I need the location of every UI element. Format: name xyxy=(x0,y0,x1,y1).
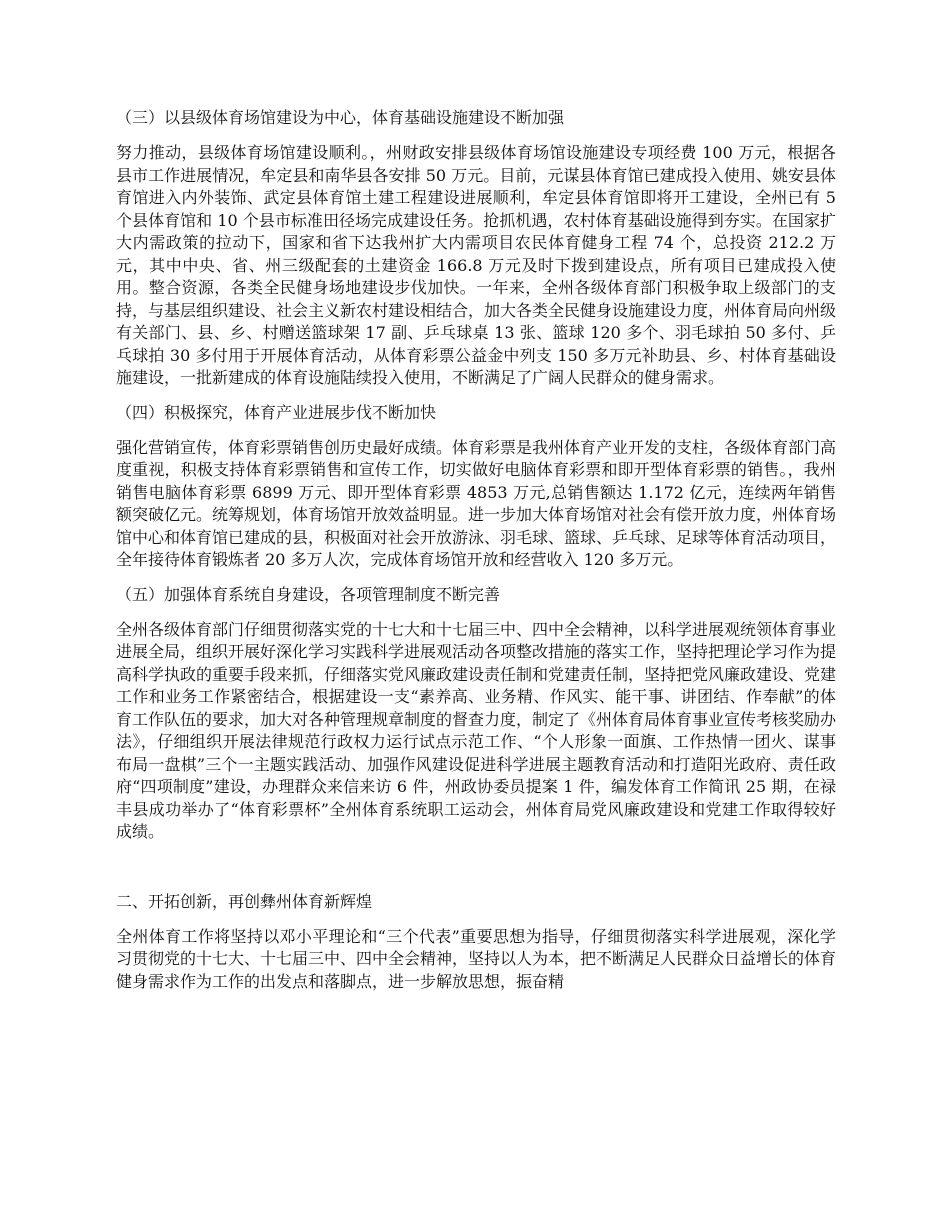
section-paragraph-5: 全州各级体育部门仔细贯彻落实党的十七大和十七届三中、四中全会精神，以科学进展观统领体育事业进展全局，组织开展好深化学习实践科学进展观活动各项整改措施的落实工作，坚持把理论学习作为提高科学执政的重要手段来抓，仔细落实党风廉政建设责任制和党建责任制，坚持把党风廉政建设、党建工作和业务工作紧密结合，根据建设一支“素养高、业务精、作风实、能干事、讲团结、作奉献”的体育工作队伍的要求，加大对各种管理规章制度的督查力度，制定了《州体育局体育事业宣传考核奖励办法》，仔细组织开展法律规范行政权力运行试点示范工作、“个人形象一面旗、工作热情一团火、谋事布局一盘棋”三个一主题实践活动、加强作风建设促进科学进展主题教育活动和打造阳光政府、责任政府“四项制度”建设，办理群众来信来访 6 件，州政协委员提案 1 件，编发体育工作简讯 25 期，在禄丰县成功举办了“体育彩票杯”全州体育系统职工运动会，州体育局党风廉政建设和党建工作取得较好成绩。 xyxy=(116,619,837,841)
document-page xyxy=(116,106,836,993)
section-heading-5: （五）加强体育系统自身建设，各项管理制度不断完善 xyxy=(116,584,501,604)
section-paragraph-3: 努力推动，县级体育场馆建设顺利。，州财政安排县级体育场馆设施建设专项经费 100 万元，根据各县市工作进展情况，牟定县和南华县各安排 50 万元。目前，元谋县体育馆已建成投入使用、姚安县体育馆进入内外装饰、武定县体育馆土建工程建设进展顺利，牟定县体育馆即将开工建设，全州已有 5 个县体育馆和 10 个县市标准田径场完成建设任务。抢抓机遇，农村体育基础设施得到夯实。在国家扩大内需政策的拉动下，国家和省下达我州扩大内需项目农民体育健身工程 74 个，总投资 212.2 万元，其中中央、省、州三级配套的土建资金 166.8 万元及时下拨到建设点，所有项目已建成投入使用。整合资源，各类全民健身场地建设步伐加快。一年来，全州各级体育部门积极争取上级部门的支持，与基层组织建设、社会主义新农村建设相结合，加大各类全民健身设施建设力度，州体育局向州级有关部门、县、乡、村赠送篮球架 17 副、乒乓球桌 13 张、篮球 120 多个、羽毛球拍 50 多付、乒乓球拍 30 多付用于开展体育活动，从体育彩票公益金中列支 150 多万元补助县、乡、村体育基础设施建设，一批新建成的体育设施陆续投入使用，不断满足了广阔人民群众的健身需求。 xyxy=(116,143,837,387)
chapter-paragraph-2: 全州体育工作将坚持以邓小平理论和“三个代表”重要思想为指导，仔细贯彻落实科学进展观，深化学习贯彻党的十七大、十七届三中、四中全会精神，坚持以人为本，把不断满足人民群众日益增长的体育健身需求作为工作的出发点和落脚点，进一步解放思想，振奋精 xyxy=(116,926,837,991)
section-heading-3: （三）以县级体育场馆建设为中心，体育基础设施建设不断加强 xyxy=(116,108,565,127)
chapter-heading-2: 二、开拓创新，再创彝州体育新辉煌 xyxy=(116,891,373,911)
section-paragraph-4: 强化营销宣传，体育彩票销售创历史最好成绩。体育彩票是我州体育产业开发的支柱，各级体育部门高度重视，积极支持体育彩票销售和宣传工作，切实做好电脑体育彩票和即开型体育彩票的销售。，我州销售电脑体育彩票 6899 万元、即开型体育彩票 4853 万元,总销售额达 1.172 亿元，连续两年销售额突破亿元。统筹规划，体育场馆开放效益明显。进一步加大体育场馆对社会有偿开放力度，州体育场馆中心和体育馆已建成的县，积极面对社会开放游泳、羽毛球、篮球、乒乓球、足球等体育活动项目，全年接待体育锻炼者 20 多万人次，完成体育场馆开放和经营收入 120 多万元。 xyxy=(116,437,837,569)
section-heading-4: （四）积极探究，体育产业进展步伐不断加快 xyxy=(116,402,437,422)
